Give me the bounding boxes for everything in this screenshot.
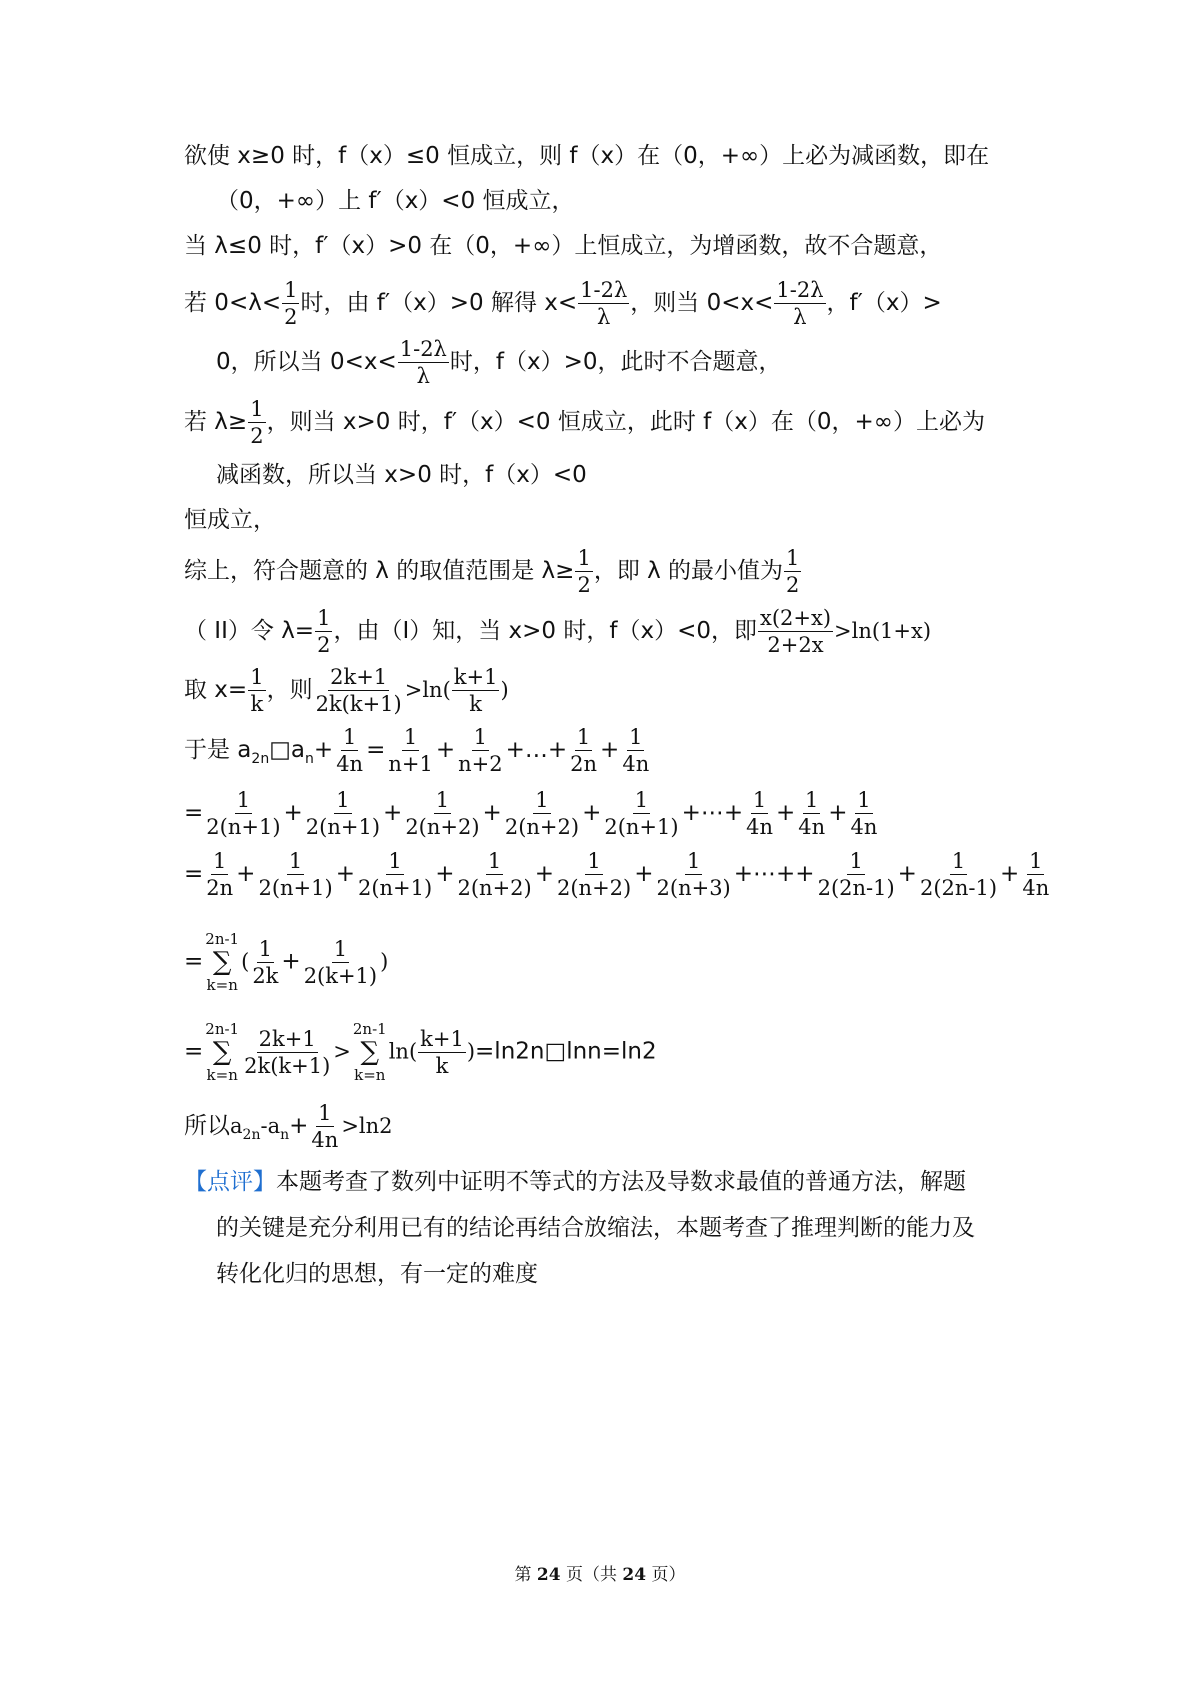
sum-upper-limit: 2n-1 [352, 1020, 387, 1038]
operator: = [366, 737, 386, 763]
text-segment: 综上，符合题意的 λ 的取值范围是 λ≥ [184, 558, 575, 584]
fraction [555, 848, 633, 901]
operator: + [283, 800, 303, 826]
operator: + [828, 800, 848, 826]
text-segment: 时，f（x）>0，此时不合题意， [449, 349, 782, 375]
fraction [503, 787, 581, 840]
text-line [184, 848, 1052, 901]
numerator: 1 [236, 788, 251, 812]
numerator: 1 [250, 397, 264, 421]
denominator: 4n [336, 752, 364, 776]
text-segment: 若 λ≥ [184, 409, 248, 435]
text-segment: ，f′（x）> [826, 290, 942, 316]
numerator: 1 [403, 725, 418, 749]
denominator: 2k(k+1) [244, 1053, 331, 1078]
text-line: 减函数，所以当 x>0 时，f（x）<0 [216, 462, 587, 488]
text-segment: □ [269, 737, 291, 763]
numerator: 1 [752, 788, 767, 812]
denominator: 2(n+2) [504, 815, 580, 839]
denominator: 4n [622, 752, 650, 776]
denominator: λ [793, 305, 807, 329]
fraction [315, 605, 332, 658]
fraction [452, 664, 500, 717]
numerator: 1 [342, 725, 357, 749]
text-segment: ，即 λ 的最小值为 [593, 558, 784, 584]
fraction [204, 848, 235, 901]
numerator: 1 [577, 546, 591, 570]
text-line [184, 545, 802, 598]
fraction [242, 1026, 332, 1079]
text-line: 欲使 x≥0 时，f（x）≤0 恒成立，则 f（x）在（0，+∞）上必为减函数，即在 [184, 143, 990, 169]
operator: + [383, 800, 403, 826]
text-line: 当 λ≤0 时，f′（x）>0 在（0，+∞）上恒成立，为增函数，故不合题意， [184, 233, 943, 259]
fraction [334, 724, 365, 777]
subscript: 2n [251, 751, 270, 767]
text-segment: 所以 [184, 1113, 230, 1139]
denominator: n+1 [388, 752, 433, 776]
sum-lower-limit: k=n [206, 976, 238, 994]
numerator: 1 [213, 849, 227, 873]
operator: + [634, 861, 654, 887]
numerator: 1 [576, 725, 591, 749]
denominator: λ [416, 364, 430, 388]
denominator: 2(2n-1) [817, 876, 895, 900]
operator: + [281, 948, 301, 975]
numerator: 2k+1 [330, 665, 388, 689]
text-segment: >ln( [404, 678, 451, 702]
text-segment: （ II）令 λ= [184, 618, 315, 644]
footer-text: 第 [514, 1565, 537, 1585]
sigma-symbol: ∑ [212, 947, 232, 977]
summation [205, 930, 239, 994]
denominator: 2(n+1) [604, 815, 679, 839]
denominator: 4n [798, 815, 826, 839]
operator: - [260, 1114, 268, 1138]
numerator: 1 [487, 849, 502, 873]
operator: + [335, 861, 355, 887]
fraction [282, 277, 299, 330]
fraction [386, 724, 434, 777]
operator: + [897, 861, 917, 887]
numerator: 1 [284, 278, 298, 302]
text-segment: >ln(1+x) [834, 619, 932, 643]
sum-lower-limit: k=n [354, 1066, 386, 1084]
fraction [848, 787, 879, 840]
text-segment: =ln2n□lnn=ln2 [475, 1038, 657, 1065]
fraction [356, 848, 434, 901]
text-line [184, 1100, 393, 1153]
text-line [184, 277, 942, 330]
operator: ( [241, 949, 250, 974]
comment-line [184, 1167, 966, 1197]
fraction [796, 787, 827, 840]
denominator: 2+2x [767, 633, 824, 657]
text-segment: 时，由 f′（x）>0 解得 x< [300, 290, 578, 316]
fraction [816, 848, 897, 901]
fraction [784, 545, 801, 598]
operator: + [582, 800, 602, 826]
operator: = [184, 861, 204, 887]
subscript: n [305, 751, 314, 767]
subscript: n [280, 1127, 290, 1143]
numerator: 1-2λ [776, 278, 824, 302]
numerator: 1 [317, 606, 331, 630]
comment-line: 的关键是充分利用已有的结论再结合放缩法，本题考查了推理判断的能力及 [216, 1215, 975, 1241]
fraction [403, 787, 481, 840]
fraction [774, 277, 825, 330]
denominator: 2(n+3) [656, 876, 731, 900]
fraction [575, 545, 592, 598]
denominator: 2(k+1) [303, 963, 378, 988]
text-segment: ) [500, 678, 509, 702]
fraction [568, 724, 599, 777]
operator: > [333, 1039, 351, 1064]
denominator: 2 [786, 573, 800, 597]
denominator: 2n [570, 752, 598, 776]
numerator: 1 [951, 849, 966, 873]
numerator: 1 [629, 725, 643, 749]
numerator: 1 [333, 936, 348, 961]
denominator: k [435, 1053, 449, 1078]
comment-tag: 【点评】 [184, 1169, 276, 1195]
numerator: 1 [318, 1101, 332, 1125]
text-segment: 若 0<λ< [184, 290, 282, 316]
text-segment: ，则当 0<x< [630, 290, 774, 316]
numerator: k+1 [453, 665, 498, 689]
numerator: 1 [849, 849, 863, 873]
operator: + [600, 737, 620, 763]
fraction [620, 724, 651, 777]
numerator: 1 [435, 788, 450, 812]
text-line [184, 930, 388, 994]
denominator: 2(n+2) [457, 876, 532, 900]
operator: = [184, 800, 204, 826]
text-segment: ，则 [266, 677, 313, 703]
fraction [398, 336, 449, 389]
text-line [184, 396, 985, 449]
text-line [216, 336, 782, 389]
text-segment: 本题考查了数列中证明不等式的方法及导数求最值的普通方法，解题 [276, 1169, 966, 1195]
footer-text: 页） [646, 1565, 686, 1585]
fraction [204, 787, 282, 840]
text-line [184, 787, 880, 840]
denominator: n+2 [458, 752, 503, 776]
denominator: 2(n+1) [258, 876, 333, 900]
fraction [256, 848, 334, 901]
text-line [184, 1020, 657, 1084]
denominator: 2(n+1) [305, 815, 381, 839]
page-total: 24 [622, 1565, 647, 1585]
denominator: λ [597, 305, 611, 329]
fraction [418, 1026, 466, 1079]
numerator: 1 [473, 725, 488, 749]
operator: +⋯++ [733, 861, 815, 887]
denominator: 2(n+1) [357, 876, 433, 900]
operator: +⋯+ [681, 800, 744, 826]
fraction [1020, 848, 1051, 901]
text-segment: 于是 a [184, 737, 252, 763]
denominator: 4n [746, 815, 774, 839]
summation [353, 1020, 387, 1084]
numerator: 1 [336, 788, 350, 812]
denominator: 2(n+2) [557, 876, 632, 900]
numerator: 1 [250, 665, 264, 689]
operator: ) [380, 949, 389, 974]
text-line [184, 605, 931, 658]
subscript: 2n [242, 1127, 261, 1143]
operator: + [435, 737, 456, 763]
operator: +…+ [505, 737, 568, 763]
operator: = [184, 948, 204, 975]
denominator: 4n [1022, 876, 1050, 900]
numerator: 1 [535, 788, 549, 812]
fraction [248, 396, 265, 449]
numerator: 1 [388, 849, 402, 873]
denominator: 2 [577, 573, 591, 597]
operator: + [776, 800, 796, 826]
numerator: k+1 [420, 1026, 464, 1051]
fraction [918, 848, 999, 901]
denominator: k [250, 692, 264, 716]
fraction [758, 605, 833, 658]
fraction [302, 936, 379, 989]
operator: ) [466, 1039, 476, 1064]
denominator: k [469, 692, 482, 716]
operator: = [184, 1038, 204, 1065]
summation [205, 1020, 239, 1084]
denominator: 2k(k+1) [315, 692, 402, 716]
sigma-symbol: ∑ [212, 1037, 232, 1067]
denominator: 2 [284, 305, 298, 329]
footer-text: 页（共 [560, 1565, 623, 1585]
fraction [456, 724, 504, 777]
text-segment: 0，所以当 0<x< [216, 349, 397, 375]
operator: + [534, 861, 554, 887]
fraction [602, 787, 680, 840]
operator: + [313, 737, 334, 763]
fraction [248, 664, 265, 717]
numerator: 1 [686, 849, 701, 873]
text-line: （0，+∞）上 f′（x）<0 恒成立， [216, 188, 575, 214]
text-line [184, 664, 509, 717]
numerator: 1 [786, 546, 800, 570]
text-segment: ln( [388, 1039, 418, 1064]
numerator: 1 [258, 936, 273, 961]
text-segment: ，由（I）知，当 x>0 时，f（x）<0，即 [333, 618, 757, 644]
denominator: 2n [206, 876, 234, 900]
fraction [304, 787, 382, 840]
numerator: 1 [288, 849, 303, 873]
numerator: 1-2λ [399, 337, 447, 361]
denominator: 2 [250, 424, 264, 448]
fraction [655, 848, 733, 901]
denominator: 2(2n-1) [919, 876, 998, 900]
numerator: 1 [1029, 849, 1043, 873]
fraction [578, 277, 629, 330]
numerator: x(2+x) [760, 606, 832, 630]
text-segment: a [267, 1114, 281, 1138]
numerator: 1-2λ [580, 278, 628, 302]
text-segment: a [230, 1114, 243, 1138]
operator: + [236, 861, 256, 887]
operator: + [289, 1113, 309, 1139]
fraction [309, 1100, 340, 1153]
fraction [744, 787, 775, 840]
numerator: 1 [587, 849, 601, 873]
comment-line: 转化化归的思想，有一定的难度 [216, 1261, 538, 1287]
numerator: 1 [634, 788, 649, 812]
page-number: 24 [536, 1565, 561, 1585]
operator: + [435, 861, 455, 887]
text-line [184, 724, 652, 777]
numerator: 1 [857, 788, 871, 812]
denominator: 2 [317, 633, 331, 657]
fraction [455, 848, 533, 901]
denominator: 4n [850, 815, 878, 839]
operator: + [1000, 861, 1020, 887]
sigma-symbol: ∑ [360, 1037, 380, 1067]
sum-upper-limit: 2n-1 [205, 1020, 240, 1038]
numerator: 2k+1 [258, 1026, 316, 1051]
denominator: 2(n+1) [206, 815, 281, 839]
text-segment: 取 x= [184, 677, 248, 703]
text-line: 恒成立， [184, 507, 276, 533]
fraction [250, 936, 280, 989]
fraction [314, 664, 404, 717]
text-segment: ，则当 x>0 时，f′（x）<0 恒成立，此时 f（x）在（0，+∞）上必为 [266, 409, 985, 435]
denominator: 4n [311, 1128, 339, 1152]
denominator: 2(n+2) [405, 815, 480, 839]
page-footer [0, 1560, 1200, 1585]
text-segment: a [290, 737, 306, 763]
denominator: 2k [252, 963, 279, 988]
text-segment: >ln2 [341, 1114, 393, 1138]
sum-upper-limit: 2n-1 [205, 930, 240, 948]
sum-lower-limit: k=n [206, 1066, 238, 1084]
numerator: 1 [805, 788, 819, 812]
operator: + [482, 800, 502, 826]
